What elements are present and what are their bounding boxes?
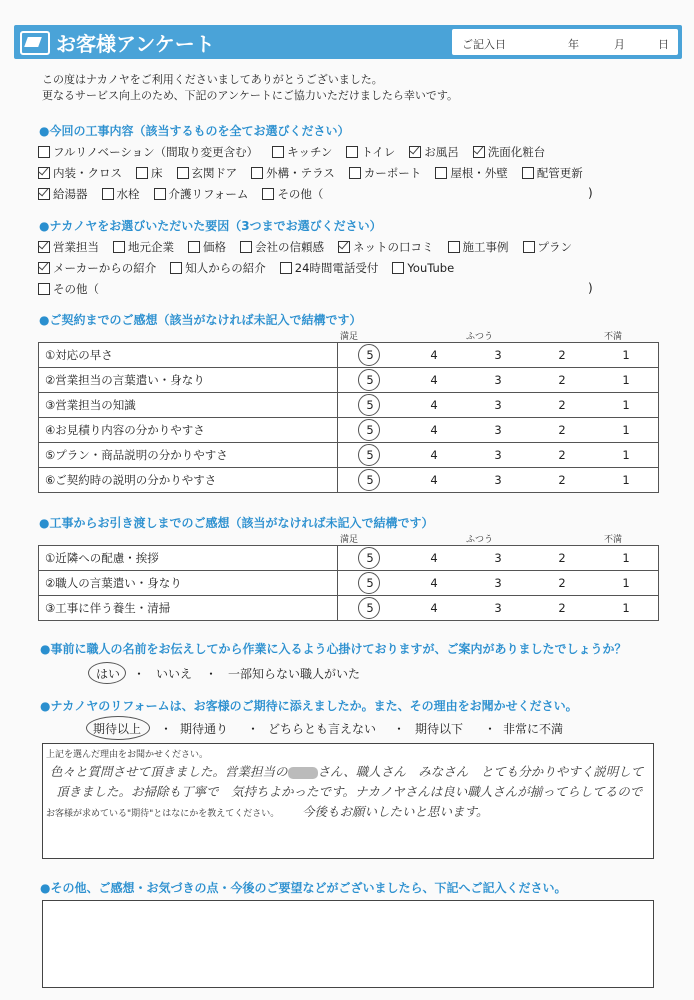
contract-rating-4-1[interactable]: [594, 443, 659, 468]
work-label-8: 外構・テラス: [266, 166, 335, 180]
work-option-14[interactable]: [154, 186, 249, 202]
reason-option-5[interactable]: [448, 239, 509, 255]
names-sep-2: ・: [205, 667, 218, 681]
work-option-8[interactable]: [251, 165, 335, 181]
reason-handwriting-line-1: [50, 762, 643, 780]
construction-rating-0-2[interactable]: [530, 546, 594, 571]
construction-selected-circle: [358, 572, 380, 594]
contract-heading: ●ご契約までのご感想（該当がなければ未記入で結構です）: [39, 313, 362, 327]
reason-line-1b: さん、職人さん みなさん とても分かりやすく説明して: [317, 764, 644, 779]
work-checkbox-10[interactable]: [435, 167, 447, 179]
other-heading: ●その他、ご感想・お気づきの点・今後のご要望などがございましたら、下記へご記入ください。: [40, 881, 567, 895]
construction-scale-low: 不満: [604, 535, 623, 545]
reason-label-5: 施工事例: [462, 240, 509, 254]
contract-rating-num: 3: [494, 473, 502, 487]
construction-scale-mid: ふつう: [466, 535, 494, 545]
reason-label-7: メーカーからの紹介: [53, 261, 157, 275]
contract-rating-0-4[interactable]: [402, 343, 466, 368]
contract-selected-circle: [358, 344, 380, 366]
contract-rating-2-5[interactable]: [338, 393, 403, 418]
construction-question-0: ①近隣への配慮・挨拶: [39, 546, 338, 571]
contract-rating-4-5[interactable]: [338, 443, 403, 468]
contract-rating-num: 5: [366, 423, 374, 437]
work-label-5: 内装・クロス: [53, 166, 122, 180]
work-label-0: フルリノベーション（間取り変更含む）: [53, 145, 259, 159]
reason-option-3[interactable]: [240, 239, 324, 255]
work-checkbox-3[interactable]: [409, 146, 421, 158]
construction-rating-num: 3: [494, 576, 502, 590]
contract-row-3: [39, 418, 659, 443]
contract-rating-3-5[interactable]: [338, 418, 403, 443]
construction-selected-circle: [358, 547, 380, 569]
work-row-2: [38, 165, 583, 181]
contract-rating-num: 2: [558, 398, 566, 412]
contract-rating-3-3[interactable]: [466, 418, 530, 443]
expect-sep-4: ・: [484, 722, 497, 736]
contract-scale-mid: ふつう: [466, 332, 494, 342]
work-label-1: キッチン: [287, 145, 333, 159]
reason-line-1a: 色々と質問させて頂きました。営業担当の: [50, 764, 288, 779]
reason-checkbox-0[interactable]: [38, 241, 50, 253]
work-label-4: 洗面化粧台: [487, 145, 546, 159]
contract-rating-num: 2: [558, 373, 566, 387]
work-row-1: [38, 144, 545, 160]
reason-option-2[interactable]: [188, 239, 226, 255]
work-checkbox-11[interactable]: [522, 167, 534, 179]
reason-handwriting-line-3: 今後もお願いしたいと思います。: [302, 804, 489, 819]
work-option-2[interactable]: [346, 144, 395, 160]
reason-row-1: [38, 239, 572, 255]
contract-rating-1-4[interactable]: [402, 368, 466, 393]
contract-rating-num: 1: [622, 398, 630, 412]
construction-rating-0-5[interactable]: [338, 546, 403, 571]
expect-option-as-expected[interactable]: 期待通り: [180, 722, 229, 736]
reason-label-3: 会社の信頼感: [255, 240, 324, 254]
construction-question-2: ③工事に伴う養生・清掃: [39, 596, 338, 621]
contract-rating-4-4[interactable]: [402, 443, 466, 468]
contract-row-0: [39, 343, 659, 368]
construction-rating-0-1[interactable]: [594, 546, 659, 571]
reason-checkbox-6[interactable]: [523, 241, 535, 253]
reason-box-label: 上記を選んだ理由をお聞かせください。: [46, 750, 209, 760]
contract-rating-num: 5: [366, 448, 374, 462]
expect-option-above[interactable]: 期待以上: [93, 722, 142, 736]
contract-rating-4-3[interactable]: [466, 443, 530, 468]
contract-rating-num: 1: [622, 423, 630, 437]
contract-rating-0-5[interactable]: [338, 343, 403, 368]
contract-rating-5-5[interactable]: [338, 468, 403, 493]
reason-option-9[interactable]: [280, 260, 379, 276]
contract-rating-5-4[interactable]: [402, 468, 466, 493]
contract-row-2: [39, 393, 659, 418]
contract-rating-1-3[interactable]: [466, 368, 530, 393]
contract-rating-num: 4: [430, 398, 438, 412]
contract-rating-num: 5: [366, 348, 374, 362]
reason-label-6: プラン: [537, 240, 572, 254]
contract-rating-1-5[interactable]: [338, 368, 403, 393]
contract-rating-num: 4: [430, 473, 438, 487]
contract-rating-num: 3: [494, 448, 502, 462]
reason-option-4[interactable]: [338, 239, 434, 255]
contract-rating-2-2[interactable]: [530, 393, 594, 418]
reason-checkbox-3[interactable]: [240, 241, 252, 253]
reason-handwriting-line-2: 頂きました。お掃除も丁寧で 気持ちよかったです。ナカノヤさんは良い職人さんが揃ってらしてるので: [56, 784, 643, 799]
expect-sep-2: ・: [247, 722, 260, 736]
contract-rating-num: 1: [622, 348, 630, 362]
work-label-6: 床: [151, 166, 163, 180]
work-checkbox-12[interactable]: [38, 188, 50, 200]
work-option-11[interactable]: [522, 165, 583, 181]
work-checkbox-6[interactable]: [136, 167, 148, 179]
reason-option-10[interactable]: [392, 260, 454, 276]
construction-rating-table: [38, 545, 659, 621]
contract-rating-2-3[interactable]: [466, 393, 530, 418]
names-yes-circle: [88, 662, 126, 684]
work-label-15: その他（: [277, 187, 324, 201]
work-checkbox-13[interactable]: [102, 188, 114, 200]
reason-checkbox-10[interactable]: [392, 262, 404, 274]
construction-rating-num: 1: [622, 601, 630, 615]
work-label-10: 屋根・外壁: [450, 166, 508, 180]
contract-scale-high: 満足: [340, 332, 359, 342]
contract-selected-circle: [358, 469, 380, 491]
contract-rating-3-1[interactable]: [594, 418, 659, 443]
contract-rating-3-2[interactable]: [530, 418, 594, 443]
intro-line-2: 更なるサービス向上のため、下記のアンケートにご協力いただけましたら幸いです。: [42, 89, 459, 102]
contract-question-2: ③営業担当の知識: [39, 393, 338, 418]
contract-rating-num: 3: [494, 373, 502, 387]
expect-sep-1: ・: [160, 722, 173, 736]
reason-checkbox-11[interactable]: [38, 283, 50, 295]
contract-rating-table: [38, 342, 659, 493]
reason-row-3: [38, 281, 99, 297]
contract-rating-3-4[interactable]: [402, 418, 466, 443]
work-option-1[interactable]: [272, 144, 332, 160]
contract-row-1: [39, 368, 659, 393]
reason-heading: ●ナカノヤをお選びいただいた要因（3つまでお選びください）: [39, 219, 382, 233]
contract-selected-circle: [358, 394, 380, 416]
construction-rating-num: 4: [430, 601, 438, 615]
work-label-3: お風呂: [424, 145, 459, 159]
work-label-2: トイレ: [361, 145, 396, 159]
reason-checkbox-7[interactable]: [38, 262, 50, 274]
contract-rating-5-3[interactable]: [466, 468, 530, 493]
work-checkbox-0[interactable]: [38, 146, 50, 158]
work-label-14: 介護リフォーム: [168, 187, 249, 201]
contract-rating-0-2[interactable]: [530, 343, 594, 368]
year-label: 年: [568, 38, 579, 51]
names-sep-1: ・: [133, 667, 146, 681]
reason-label-4: ネットの口コミ: [353, 240, 434, 254]
reason-option-7[interactable]: [38, 260, 156, 276]
reason-checkbox-8[interactable]: [170, 262, 182, 274]
construction-scale-high: 満足: [340, 535, 359, 545]
construction-rating-2-4[interactable]: [402, 596, 466, 621]
construction-rating-num: 5: [366, 601, 374, 615]
work-other-close: ): [588, 186, 593, 200]
contract-rating-num: 3: [494, 423, 502, 437]
reason-option-8[interactable]: [170, 260, 266, 276]
reason-label-9: 24時間電話受付: [294, 261, 379, 275]
work-option-15[interactable]: [262, 186, 323, 202]
expect-option-below[interactable]: 期待以下: [415, 722, 464, 736]
reason-textarea[interactable]: [42, 743, 654, 859]
work-option-12[interactable]: [38, 186, 88, 202]
construction-rating-1-3[interactable]: [466, 571, 530, 596]
reason-label-8: 知人からの紹介: [185, 261, 266, 275]
contract-rating-num: 5: [366, 473, 374, 487]
work-checkbox-4[interactable]: [473, 146, 485, 158]
work-checkbox-1[interactable]: [272, 146, 284, 158]
work-checkbox-15[interactable]: [262, 188, 274, 200]
work-option-4[interactable]: [473, 144, 546, 160]
contract-rating-2-4[interactable]: [402, 393, 466, 418]
contract-question-4: ⑤プラン・商品説明の分かりやすさ: [39, 443, 338, 468]
work-label-7: 玄関ドア: [191, 166, 238, 180]
names-option-yes[interactable]: はい: [96, 667, 121, 681]
contract-rating-4-2[interactable]: [530, 443, 594, 468]
work-label-13: 水栓: [116, 187, 140, 201]
contract-rating-num: 1: [622, 373, 630, 387]
intro-text: [42, 72, 662, 104]
contract-rating-0-3[interactable]: [466, 343, 530, 368]
contract-rating-num: 4: [430, 373, 438, 387]
names-option-no[interactable]: いいえ: [156, 667, 193, 681]
contract-selected-circle: [358, 419, 380, 441]
construction-rating-num: 2: [558, 551, 566, 565]
construction-row-2: [39, 596, 659, 621]
reason-label-0: 営業担当: [53, 240, 99, 254]
reason-option-0[interactable]: [38, 239, 99, 255]
reason-label-1: 地元企業: [128, 240, 174, 254]
contract-question-1: ②営業担当の言葉遣い・身なり: [39, 368, 338, 393]
construction-row-1: [39, 571, 659, 596]
expect-question: ●ナカノヤのリフォームは、お客様のご期待に添えましたか。また、その理由をお聞かせください。: [40, 699, 578, 713]
construction-rating-2-1[interactable]: [594, 596, 659, 621]
work-option-0[interactable]: [38, 144, 258, 160]
reason-checkbox-2[interactable]: [188, 241, 200, 253]
construction-rating-0-3[interactable]: [466, 546, 530, 571]
construction-rating-2-2[interactable]: [530, 596, 594, 621]
contract-scale-low: 不満: [604, 332, 623, 342]
contract-rating-num: 3: [494, 348, 502, 362]
redacted-name: [288, 767, 318, 779]
construction-row-0: [39, 546, 659, 571]
construction-rating-2-5[interactable]: [338, 596, 403, 621]
names-option-partial[interactable]: 一部知らない職人がいた: [228, 667, 361, 681]
contract-row-5: [39, 468, 659, 493]
contract-rating-1-1[interactable]: [594, 368, 659, 393]
construction-rating-1-1[interactable]: [594, 571, 659, 596]
work-option-7[interactable]: [177, 165, 238, 181]
work-checkbox-14[interactable]: [154, 188, 166, 200]
construction-rating-num: 5: [366, 576, 374, 590]
construction-rating-num: 5: [366, 551, 374, 565]
page-title: お客様アンケート: [56, 32, 215, 56]
work-row-3: [38, 186, 323, 202]
contract-rating-num: 5: [366, 373, 374, 387]
work-checkbox-9[interactable]: [349, 167, 361, 179]
contract-selected-circle: [358, 369, 380, 391]
date-label: ご記入日: [462, 38, 506, 51]
construction-rating-2-3[interactable]: [466, 596, 530, 621]
date-field[interactable]: [452, 29, 678, 55]
contract-rating-num: 4: [430, 348, 438, 362]
contract-rating-num: 4: [430, 448, 438, 462]
construction-rating-num: 2: [558, 601, 566, 615]
contract-rating-5-1[interactable]: [594, 468, 659, 493]
work-checkbox-2[interactable]: [346, 146, 358, 158]
work-heading: ●今回の工事内容（該当するものを全てお選びください）: [39, 124, 350, 138]
reason-option-11[interactable]: [38, 281, 99, 297]
reason-checkbox-1[interactable]: [113, 241, 125, 253]
construction-heading: ●工事からお引き渡しまでのご感想（該当がなければ未記入で結構です）: [39, 516, 434, 530]
contract-rating-5-2[interactable]: [530, 468, 594, 493]
contract-rating-num: 1: [622, 448, 630, 462]
construction-rating-1-5[interactable]: [338, 571, 403, 596]
month-label: 月: [614, 38, 625, 51]
work-checkbox-8[interactable]: [251, 167, 263, 179]
work-checkbox-7[interactable]: [177, 167, 189, 179]
reason-label-11: その他（: [53, 282, 99, 296]
contract-rating-num: 4: [430, 423, 438, 437]
reason-option-6[interactable]: [523, 239, 573, 255]
reason-other-close: ): [588, 281, 593, 295]
work-option-3[interactable]: [409, 144, 459, 160]
construction-rating-0-4[interactable]: [402, 546, 466, 571]
reason-checkbox-5[interactable]: [448, 241, 460, 253]
work-option-10[interactable]: [435, 165, 508, 181]
construction-rating-num: 2: [558, 576, 566, 590]
contract-rating-num: 2: [558, 348, 566, 362]
day-label: 日: [658, 38, 669, 51]
contract-rating-num: 1: [622, 473, 630, 487]
contract-rating-2-1[interactable]: [594, 393, 659, 418]
expect-option-very-bad[interactable]: 非常に不満: [503, 722, 564, 736]
intro-line-1: この度はナカノヤをご利用くださいましてありがとうございました。: [42, 73, 383, 86]
reason-checkbox-9[interactable]: [280, 262, 292, 274]
reason-label-2: 価格: [203, 240, 226, 254]
other-comments-textarea[interactable]: [42, 900, 654, 988]
construction-rating-num: 1: [622, 576, 630, 590]
contract-rating-1-2[interactable]: [530, 368, 594, 393]
work-option-13[interactable]: [102, 186, 140, 202]
contract-rating-0-1[interactable]: [594, 343, 659, 368]
expect-option-neutral[interactable]: どちらとも言えない: [268, 722, 377, 736]
contract-rating-num: 2: [558, 473, 566, 487]
construction-rating-num: 4: [430, 551, 438, 565]
work-option-9[interactable]: [349, 165, 422, 181]
reason-checkbox-4[interactable]: [338, 241, 350, 253]
contract-question-0: ①対応の早さ: [39, 343, 338, 368]
work-option-6[interactable]: [136, 165, 163, 181]
contract-rating-num: 3: [494, 398, 502, 412]
reason-label-10: YouTube: [407, 261, 455, 275]
construction-rating-num: 3: [494, 551, 502, 565]
names-question: ●事前に職人の名前をお伝えしてから作業に入るよう心掛けておりますが、ご案内がありましたでしょうか？: [40, 642, 627, 656]
contract-selected-circle: [358, 444, 380, 466]
work-label-11: 配管更新: [536, 166, 583, 180]
contract-question-5: ⑥ご契約時の説明の分かりやすさ: [39, 468, 338, 493]
contract-question-3: ④お見積り内容の分かりやすさ: [39, 418, 338, 443]
contract-rating-num: 2: [558, 423, 566, 437]
contract-row-4: [39, 443, 659, 468]
construction-rating-num: 4: [430, 576, 438, 590]
contract-rating-num: 5: [366, 398, 374, 412]
contract-rating-num: 2: [558, 448, 566, 462]
expect-sep-3: ・: [393, 722, 406, 736]
work-checkbox-5[interactable]: [38, 167, 50, 179]
reason-row-2: [38, 260, 454, 276]
construction-rating-num: 3: [494, 601, 502, 615]
reason-option-1[interactable]: [113, 239, 174, 255]
expect-above-circle: [86, 716, 150, 740]
work-label-9: カーポート: [363, 166, 422, 180]
construction-selected-circle: [358, 597, 380, 619]
construction-question-1: ②職人の言葉遣い・身なり: [39, 571, 338, 596]
expect-definition-label: お客様が求めている"期待"とはなにかを教えてください。: [46, 809, 280, 819]
construction-rating-num: 1: [622, 551, 630, 565]
construction-rating-1-4[interactable]: [402, 571, 466, 596]
work-label-12: 給湯器: [53, 187, 88, 201]
construction-rating-1-2[interactable]: [530, 571, 594, 596]
work-option-5[interactable]: [38, 165, 122, 181]
